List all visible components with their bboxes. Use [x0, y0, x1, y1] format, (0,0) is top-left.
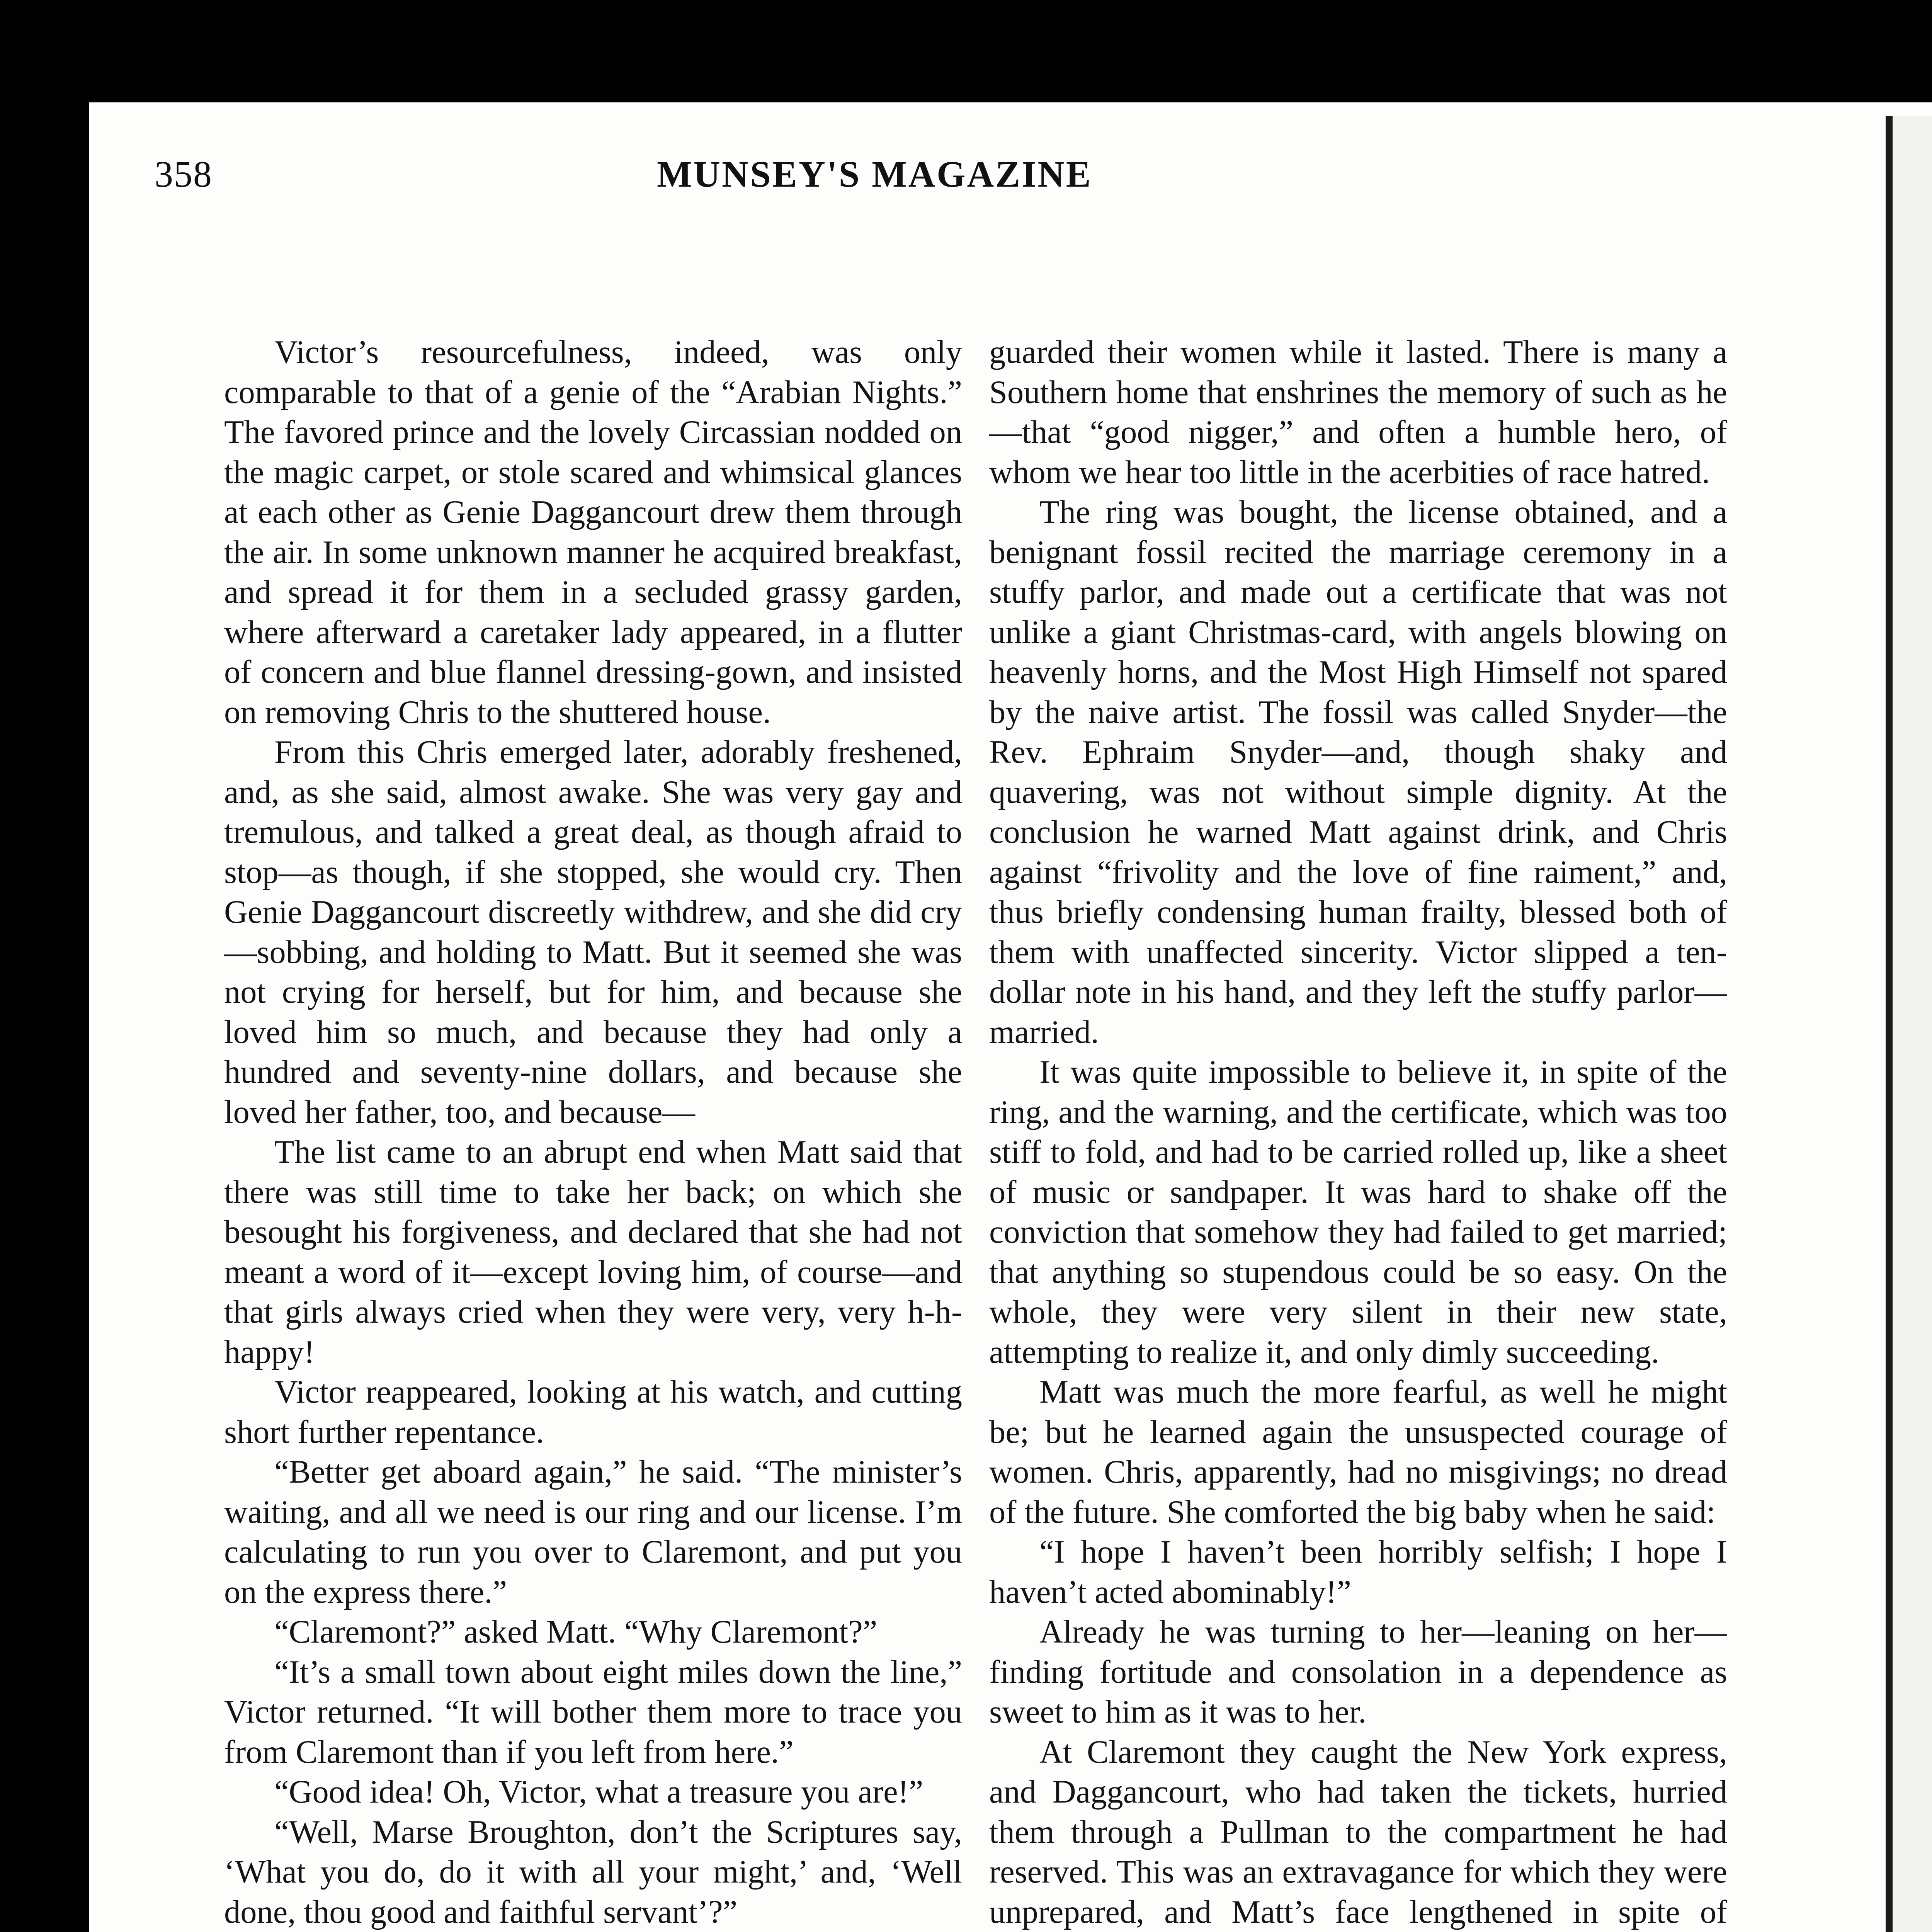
paragraph: “Better get aboard again,” he said. “The minister’s waiting, and all we need is our ring and our license. I’m calculating to run you over to Claremont, and put you on the express there.”	[224, 1454, 962, 1610]
right-column	[989, 332, 1727, 1932]
paragraph: It was quite impossible to believe it, in spite of the ring, and the warning, and the certificate, which was too stiff to fold, and had to be carried rolled up, like a sheet of music or sandpaper. It was hard to shake off the conviction that somehow they had failed to get married; that anything so stupendous could be so easy. On the whole, they were very silent in their new state, attempting to realize it, and only dimly succeeding.	[989, 1054, 1727, 1370]
left-column	[224, 332, 962, 1932]
paragraph: Victor’s resourcefulness, indeed, was only comparable to that of a genie of the “Arabian Nights.” The favored prince and the lovely Circassian nodded on the magic carpet, or stole scared and whimsical glances at each other as Genie Daggancourt drew them through the air. In some unknown manner he acquired breakfast, and spread it for them in a secluded grassy garden, where afterward a caretaker lady appeared, in a flutter of concern and blue flannel dressing-gown, and insisted on removing Chris to the shuttered house.	[224, 334, 962, 730]
paragraph: “Well, Marse Broughton, don’t the Scriptures say, ‘What you do, do it with all your might,’ and, ‘Well done, thou good and faithful servant’?”	[224, 1814, 962, 1930]
paragraph: The ring was bought, the license obtained, and a benignant fossil recited the marriage ceremony in a stuffy parlor, and made out a certificate that was not unlike a giant Christmas-card, with angels blowing on heavenly horns, and the Most High Himself not spared by the naive artist. The fossil was called Snyder—the Rev. Ephraim Snyder—and, though shaky and quavering, was not without simple dignity. At the conclusion he warned Matt against drink, and Chris against “frivolity and the love of fine raiment,” and, thus briefly condensing human frailty, blessed both of them with unaffected sincerity. Victor slipped a ten-dollar note in his hand, and they left the stuffy parlor—married.	[989, 494, 1727, 1050]
paragraph: Victor reappeared, looking at his watch, and cutting short further repentance.	[224, 1374, 962, 1450]
paragraph: “Good idea! Oh, Victor, what a treasure you are!”	[274, 1774, 923, 1810]
page-number: 358	[155, 153, 213, 195]
paragraph: “Claremont?” asked Matt. “Why Claremont?”	[274, 1614, 878, 1650]
paragraph: The list came to an abrupt end when Matt said that there was still time to take her back; on which she besought his forgiveness, and declared that she had not meant a word of it—except loving him, of course—and that girls always cried when they were very, very h-h-happy!	[224, 1134, 962, 1370]
paragraph-continued: guarded their women while it lasted. There is many a Southern home that enshrines the memory of such as he—that “good nigger,” and often a humble hero, of whom we hear too little in the acerbities of race hatred.	[989, 334, 1727, 490]
paragraph: At Claremont they caught the New York express, and Daggancourt, who had taken the tickets, hurried them through a Pullman to the compartment he had reserved. This was an extravagance for which they were unprepared, and Matt’s face lengthened in spite of	[989, 1734, 1727, 1930]
paragraph: From this Chris emerged later, adorably freshened, and, as she said, almost awake. She was very gay and tremulous, and talked a great deal, as though afraid to stop—as though, if she stopped, she would cry. Then Genie Daggancourt discreetly withdrew, and she did cry—sobbing, and holding to Matt. But it seemed she was not crying for herself, but for him, and because she loved him so much, and because they had only a hundred and seventy-nine dollars, and because she loved her father, too, and because—	[224, 734, 962, 1130]
paragraph: “I hope I haven’t been horribly selfish; I hope I haven’t acted abominably!”	[989, 1534, 1727, 1610]
paragraph: Already he was turning to her—leaning on her—finding fortitude and consolation in a dependence as sweet to him as it was to her.	[989, 1614, 1727, 1730]
paragraph: “It’s a small town about eight miles down the line,” Victor returned. “It will bother them more to trace you from Claremont than if you left from here.”	[224, 1654, 962, 1770]
page-header	[155, 137, 1260, 214]
adjacent-page-edge	[1886, 116, 1932, 1932]
paragraph: Matt was much the more fearful, as well he might be; but he learned again the unsuspected courage of women. Chris, apparently, had no misgivings; no dread of the future. She comforted the big baby when he said:	[989, 1374, 1727, 1530]
running-title: MUNSEY'S MAGAZINE	[657, 153, 1092, 195]
